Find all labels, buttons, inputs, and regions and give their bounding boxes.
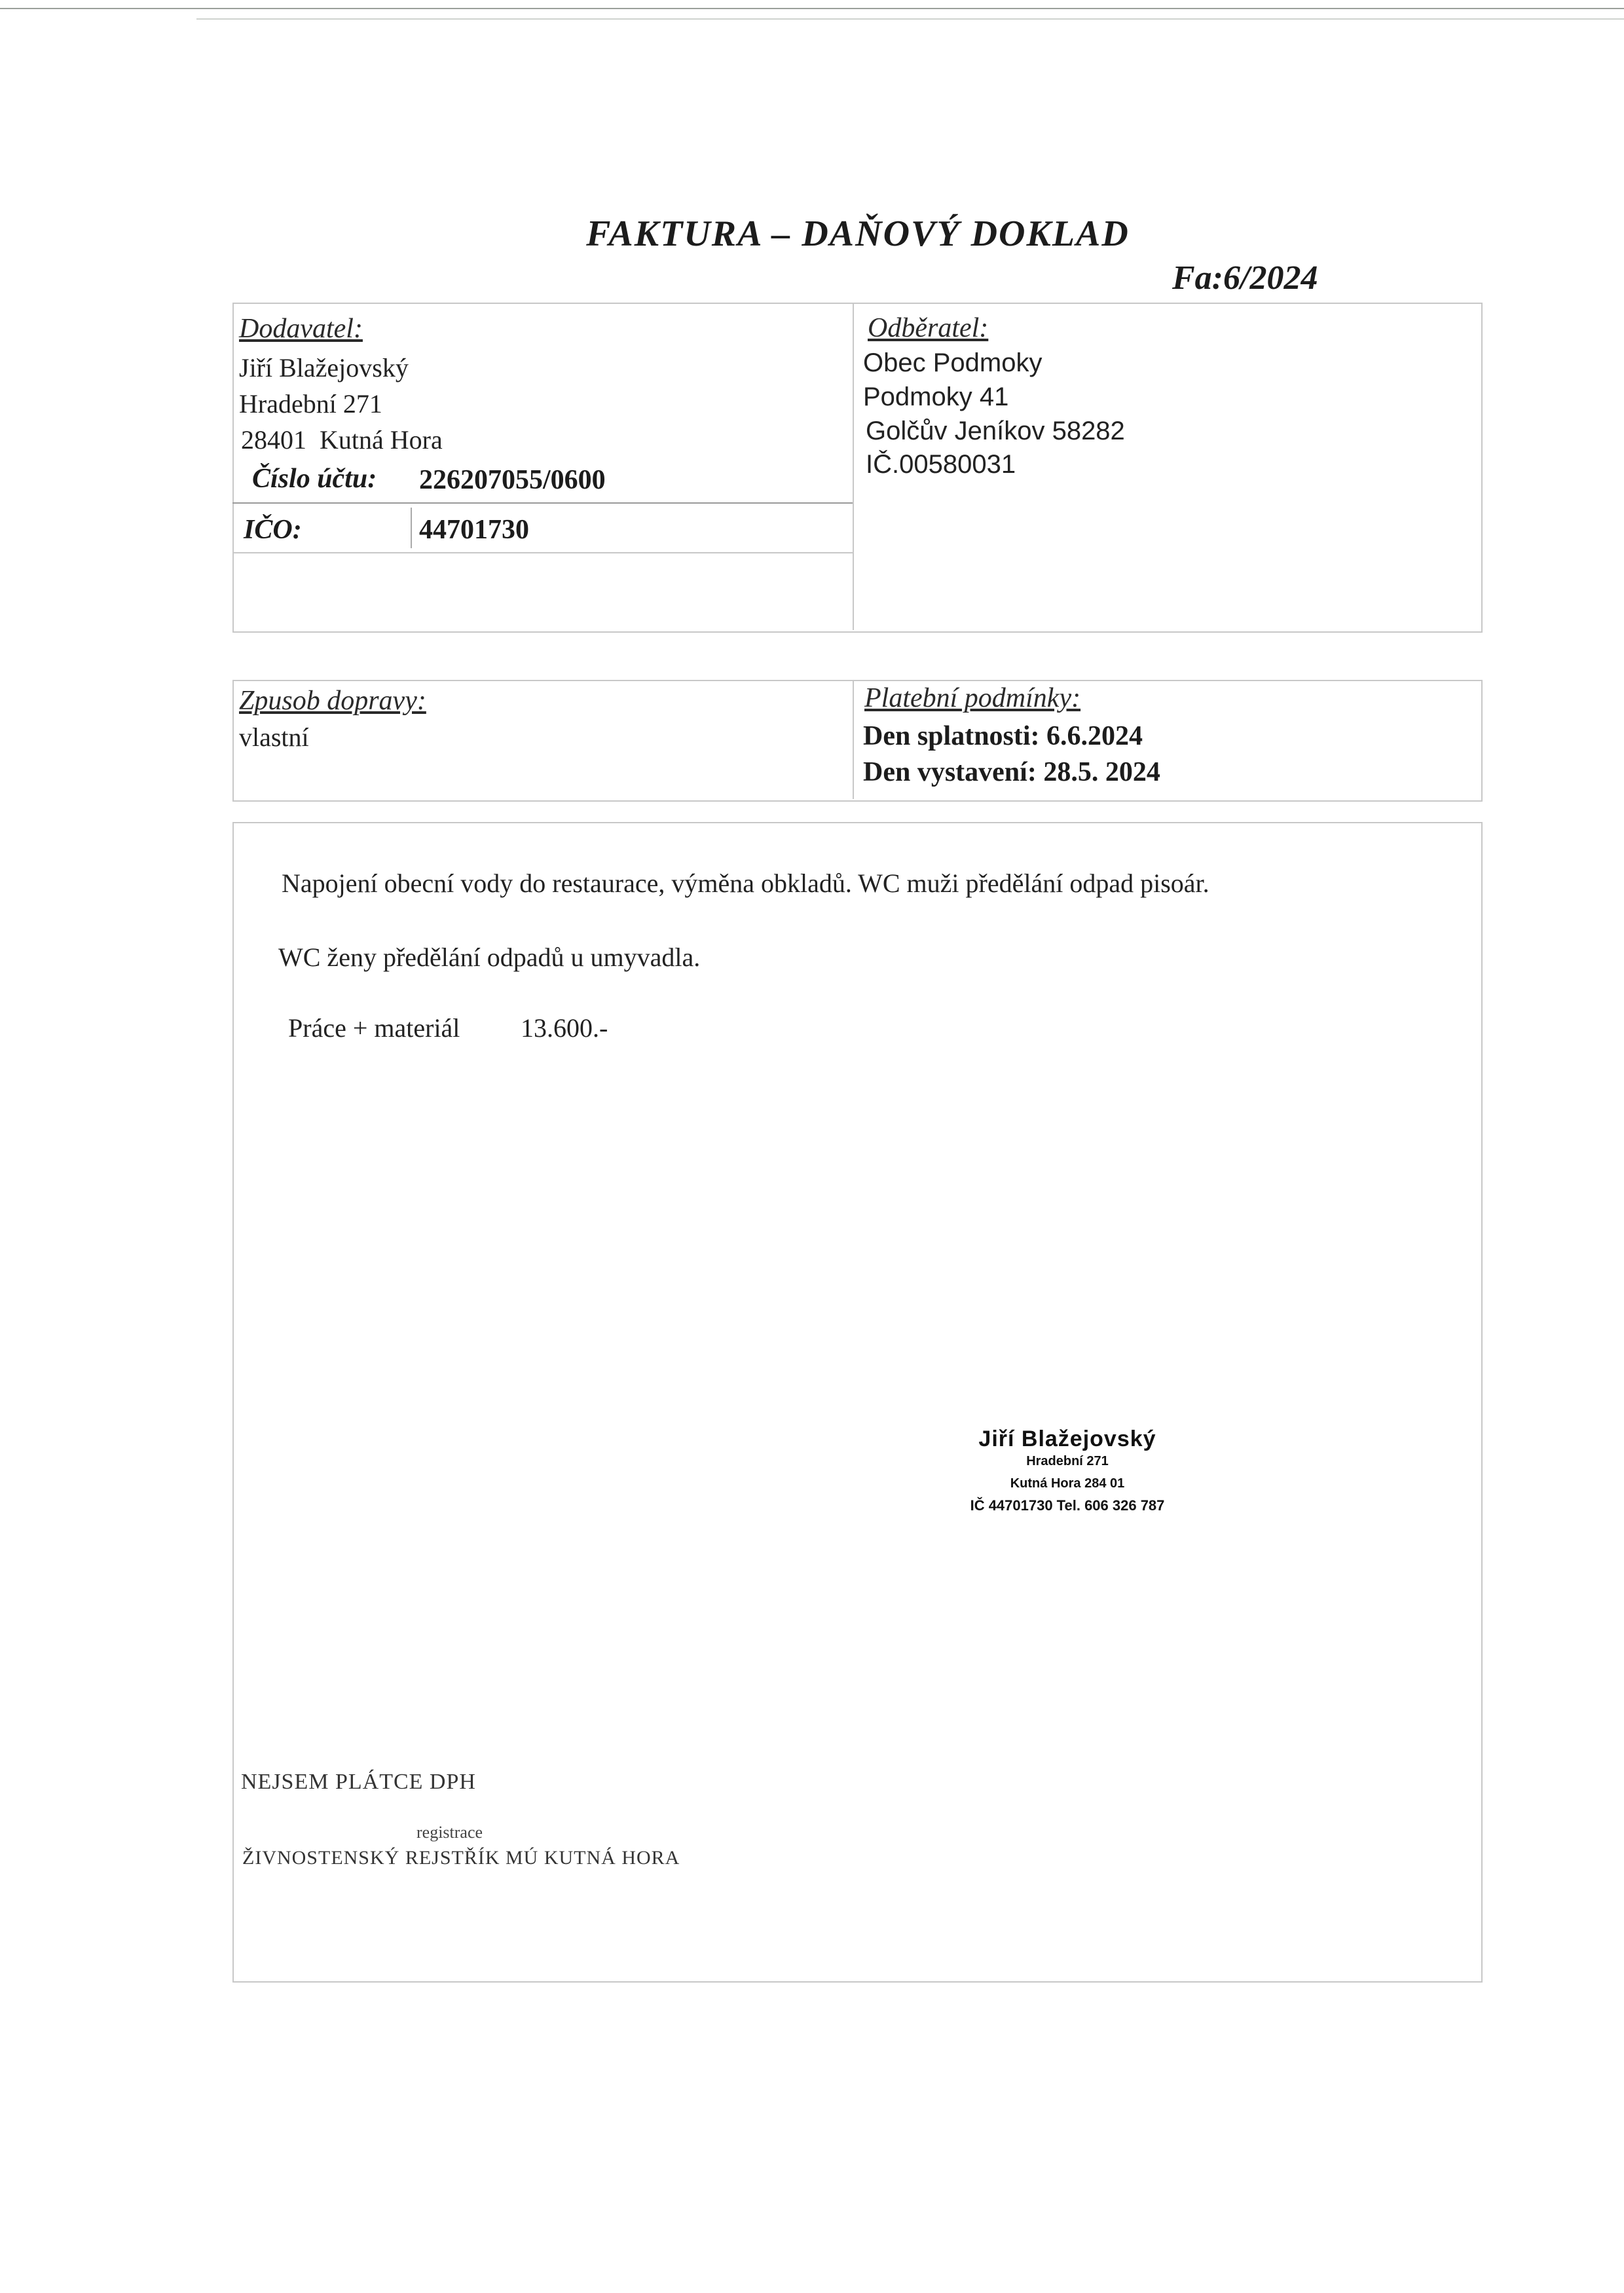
ico-number: 44701730	[419, 515, 529, 545]
ico-cell-divider	[411, 508, 412, 548]
customer-name: Obec Podmoky	[863, 348, 1043, 377]
stamp-street: Hradební 271	[1026, 1454, 1109, 1468]
parties-divider	[853, 303, 854, 630]
price-amount: 13.600.-	[521, 1013, 608, 1043]
price-label: Práce + materiál	[288, 1013, 460, 1043]
invoice-number: Fa:6/2024	[1172, 259, 1318, 297]
account-label: Číslo účtu:	[252, 464, 377, 494]
invoice-title: FAKTURA – DAŇOVÝ DOKLAD	[586, 214, 1130, 254]
company-stamp	[930, 1428, 1205, 1517]
scan-edge-line	[196, 18, 1624, 20]
stamp-ids: IČ 44701730 Tel. 606 326 787	[970, 1497, 1165, 1514]
trade-registry: ŽIVNOSTENSKÝ REJSTŘÍK MÚ KUTNÁ HORA	[242, 1847, 680, 1869]
customer-label: Odběratel:	[868, 313, 989, 343]
stamp-name: Jiří Blažejovský	[978, 1426, 1156, 1451]
vat-note: NEJSEM PLÁTCE DPH	[241, 1770, 476, 1794]
payment-due-date: Den splatnosti: 6.6.2024	[863, 721, 1143, 751]
description-line-1: Napojení obecní vody do restaurace, výměna obkladů. WC muži předělání odpad pisoár.	[282, 868, 1209, 898]
transport-label: Zpusob dopravy:	[239, 686, 426, 716]
scan-edge-line	[0, 8, 1624, 9]
supplier-city: 28401 Kutná Hora	[241, 425, 443, 455]
registration-note: registrace	[416, 1823, 483, 1842]
supplier-name: Jiří Blažejovský	[239, 353, 409, 382]
payment-label: Platební podmínky:	[864, 683, 1081, 713]
account-number: 226207055/0600	[419, 465, 606, 495]
account-divider	[232, 502, 853, 504]
customer-city: Golčův Jeníkov 58282	[866, 417, 1125, 445]
description-box	[232, 822, 1483, 1983]
customer-street: Podmoky 41	[863, 382, 1009, 411]
stamp-city: Kutná Hora 284 01	[1010, 1476, 1125, 1491]
supplier-street: Hradební 271	[239, 389, 382, 419]
ico-divider	[232, 552, 853, 553]
payment-issue-date: Den vystavení: 28.5. 2024	[863, 757, 1160, 787]
terms-divider	[853, 680, 854, 799]
transport-value: vlastní	[239, 722, 309, 752]
ico-label: IČO:	[244, 515, 302, 545]
description-line-2: WC ženy předělání odpadů u umyvadla.	[278, 942, 701, 972]
customer-ic: IČ.00580031	[866, 450, 1016, 479]
supplier-label: Dodavatel:	[239, 314, 363, 344]
